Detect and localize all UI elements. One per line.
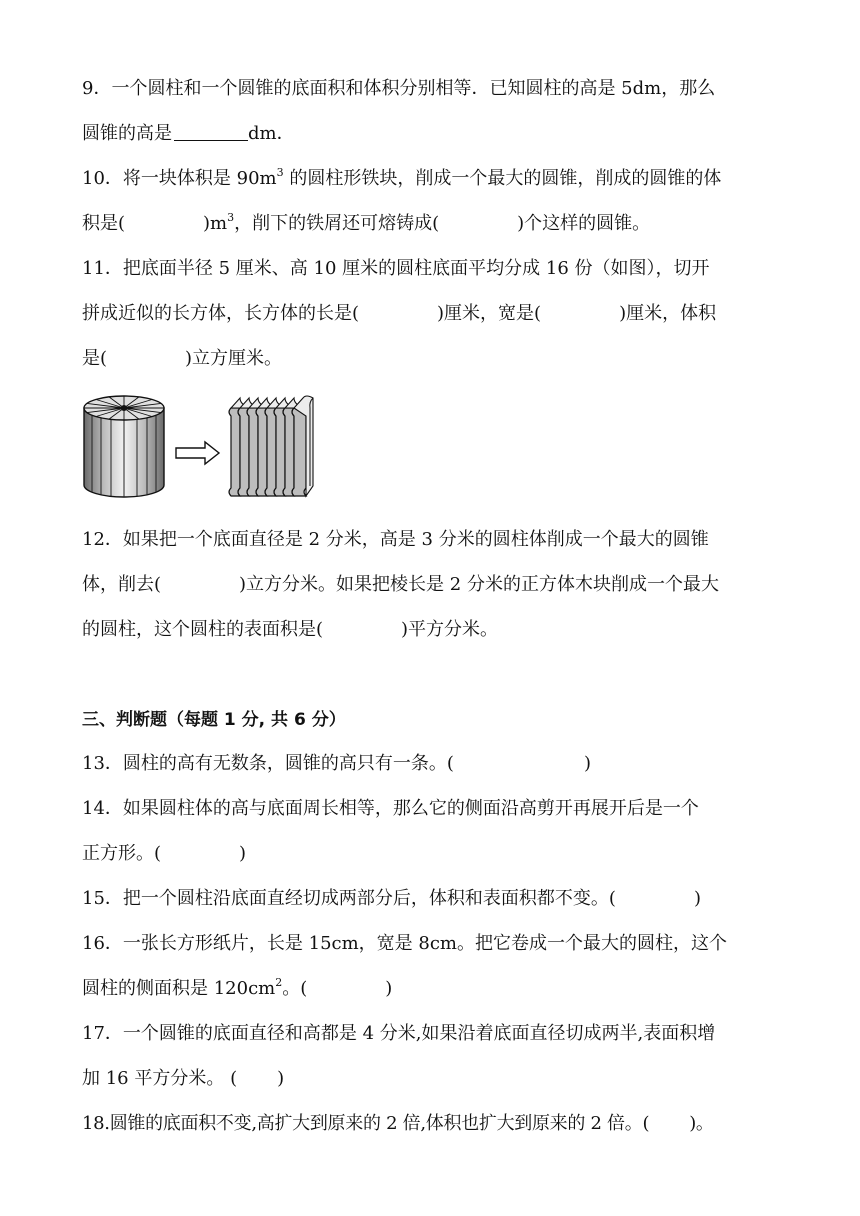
q16-close: ) <box>385 978 393 999</box>
q17-close: ) <box>277 1068 285 1089</box>
cylinder-to-cuboid-figure <box>80 388 340 503</box>
q9-text: 圆锥的高是 <box>82 123 172 144</box>
q13-close: ) <box>583 753 591 774</box>
q9-answer-blank[interactable] <box>174 122 248 141</box>
q11-line3 <box>82 347 282 371</box>
q14-text: 正方形。( <box>82 843 162 864</box>
q11-text-e: )立方厘米。 <box>185 348 283 369</box>
q11-text-c: )厘米，体积 <box>619 303 717 324</box>
q11-line2 <box>82 302 716 326</box>
cuboid-icon <box>229 396 313 496</box>
q10-text-f: )个这样的圆锥。 <box>517 213 651 234</box>
q10-text-c: 积是( <box>82 213 126 234</box>
q12-text-c: 的圆柱，这个圆柱的表面积是( <box>82 619 324 640</box>
q11-line1: 11．把底面半径 5 厘米、高 10 厘米的圆柱底面平均分成 16 份（如图），切开 <box>82 258 710 279</box>
q11-text-b: )厘米，宽是( <box>437 303 542 324</box>
q18-text: 18.圆锥的底面积不变,高扩大到原来的 2 倍,体积也扩大到原来的 2 倍。( <box>82 1113 650 1134</box>
q10-text-a: 10．将一块体积是 90m <box>82 168 277 189</box>
q9-line1: 9．一个圆柱和一个圆锥的底面积和体积分别相等．已知圆柱的高是 5dm，那么 <box>82 78 716 99</box>
q16-text-b: 。( <box>282 978 308 999</box>
q12-line2 <box>82 573 719 597</box>
q14-close: ) <box>239 843 247 864</box>
q17-line2 <box>82 1067 284 1091</box>
q12-text-b: )立方分米。如果把棱长是 2 分米的正方体木块削成一个最大 <box>239 574 719 595</box>
q10-text-e: ，削下的铁屑还可熔铸成( <box>234 213 440 234</box>
cylinder-icon <box>84 396 164 497</box>
q12-line3 <box>82 618 498 642</box>
q18-line <box>82 1112 714 1136</box>
q17-line1: 17．一个圆锥的底面直径和高都是 4 分米,如果沿着底面直径切成两半,表面积增 <box>82 1023 716 1044</box>
q16-line1: 16．一张长方形纸片，长是 15cm，宽是 8cm。把它卷成一个最大的圆柱，这个 <box>82 933 727 954</box>
q14-line1: 14．如果圆柱体的高与底面周长相等，那么它的侧面沿高剪开再展开后是一个 <box>82 798 699 819</box>
q9-unit: dm． <box>248 123 295 144</box>
q12-line1: 12．如果把一个底面直径是 2 分米，高是 3 分米的圆柱体削成一个最大的圆锥 <box>82 529 709 550</box>
q10-sup-1: 3 <box>276 166 284 179</box>
q14-line2 <box>82 842 246 866</box>
q13-text: 13．圆柱的高有无数条，圆锥的高只有一条。( <box>82 753 454 774</box>
q10-text-b: 的圆柱形铁块，削成一个最大的圆锥，削成的圆锥的体 <box>283 168 722 189</box>
q15-close: ) <box>693 888 701 909</box>
q12-text-a: 体，削去( <box>82 574 162 595</box>
q11-text-a: 拼成近似的长方体，长方体的长是( <box>82 303 360 324</box>
q10-sup-2: 3 <box>227 211 235 224</box>
q10-line2 <box>82 212 650 236</box>
q16-text-a: 圆柱的侧面积是 120cm <box>82 978 276 999</box>
q12-text-d: )平方分米。 <box>401 619 499 640</box>
q10-line1 <box>82 167 721 191</box>
q9-line2 <box>82 122 295 146</box>
q18-close: )。 <box>689 1113 714 1134</box>
q16-line2 <box>82 977 392 1001</box>
q11-text-d: 是( <box>82 348 108 369</box>
section-title-judgement: 三、判断题（每题 1 分, 共 6 分） <box>82 710 346 730</box>
arrow-right-icon <box>176 442 219 464</box>
q15-line <box>82 887 701 911</box>
q10-text-d: )m <box>203 213 228 234</box>
q13-line <box>82 752 591 776</box>
q17-text: 加 16 平方分米。 ( <box>82 1068 238 1089</box>
q16-sup: 2 <box>275 976 283 989</box>
q15-text: 15．把一个圆柱沿底面直经切成两部分后，体积和表面积都不变。( <box>82 888 616 909</box>
